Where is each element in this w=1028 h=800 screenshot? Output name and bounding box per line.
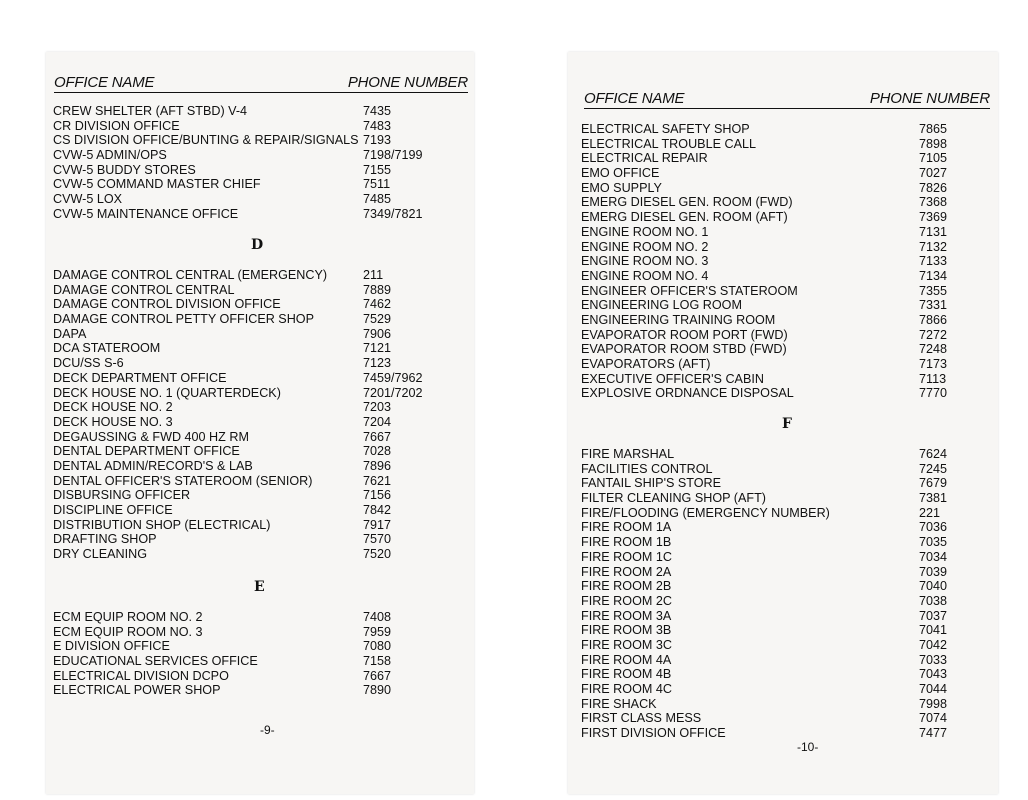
phone-number: 7113 bbox=[919, 371, 947, 386]
office-name: FILTER CLEANING SHOP (AFT) bbox=[581, 491, 766, 506]
section-letter-d: D bbox=[251, 237, 264, 253]
office-name: EVAPORATOR ROOM PORT (FWD) bbox=[581, 327, 788, 342]
office-name: DECK HOUSE NO. 3 bbox=[53, 414, 173, 429]
office-name: DECK HOUSE NO. 2 bbox=[53, 400, 173, 415]
directory-row bbox=[53, 297, 433, 312]
office-name: ENGINEERING LOG ROOM bbox=[581, 298, 742, 313]
office-name: DECK HOUSE NO. 1 (QUARTERDECK) bbox=[53, 385, 281, 400]
office-name: ENGINEER OFFICER'S STATEROOM bbox=[581, 283, 798, 298]
phone-number: 7040 bbox=[919, 579, 948, 594]
phone-number: 7123 bbox=[363, 356, 392, 371]
phone-number: 7272 bbox=[919, 327, 948, 342]
directory-row bbox=[53, 327, 433, 342]
phone-number: 7121 bbox=[363, 341, 392, 356]
phone-number: 7042 bbox=[919, 637, 948, 652]
office-name: ELECTRICAL REPAIR bbox=[581, 151, 708, 166]
phone-number: 7039 bbox=[919, 564, 948, 579]
phone-number: 7034 bbox=[919, 549, 948, 564]
office-name: EMERG DIESEL GEN. ROOM (FWD) bbox=[581, 195, 793, 210]
office-name: FACILITIES CONTROL bbox=[581, 461, 713, 476]
directory-list-e bbox=[53, 610, 433, 698]
phone-number: 7173 bbox=[919, 357, 948, 371]
office-name: ECM EQUIP ROOM NO. 3 bbox=[53, 624, 203, 639]
office-name: DENTAL DEPARTMENT OFFICE bbox=[53, 444, 240, 459]
directory-row bbox=[581, 594, 955, 609]
directory-row bbox=[53, 610, 433, 625]
phone-number: 7368 bbox=[919, 195, 948, 210]
office-name: ENGINE ROOM NO. 3 bbox=[581, 254, 709, 269]
phone-number: 7248 bbox=[919, 342, 948, 357]
directory-row bbox=[581, 386, 955, 401]
directory-row bbox=[581, 579, 955, 594]
phone-number: 7203 bbox=[363, 400, 392, 415]
phone-number: 7459/7962 bbox=[363, 370, 423, 385]
directory-row bbox=[53, 503, 433, 518]
phone-number: 7156 bbox=[363, 488, 392, 503]
office-name: EMERG DIESEL GEN. ROOM (AFT) bbox=[581, 210, 788, 225]
phone-number: 7038 bbox=[919, 593, 948, 608]
office-name: DISBURSING OFFICER bbox=[53, 488, 191, 503]
office-name: EVAPORATORS (AFT) bbox=[581, 357, 711, 371]
phone-number: 7028 bbox=[363, 444, 392, 459]
directory-row bbox=[581, 166, 955, 181]
directory-row bbox=[53, 312, 433, 327]
phone-number: 7035 bbox=[919, 535, 948, 550]
office-name: DEGAUSSING & FWD 400 HZ RM bbox=[53, 429, 249, 444]
office-name: ELECTRICAL POWER SHOP bbox=[53, 683, 221, 698]
office-name: FIRE MARSHAL bbox=[581, 447, 675, 461]
directory-row bbox=[53, 430, 433, 445]
directory-row bbox=[581, 491, 955, 506]
phone-number: 7529 bbox=[363, 312, 392, 327]
phone-number: 7201/7202 bbox=[363, 385, 423, 400]
phone-number: 7896 bbox=[363, 458, 392, 473]
directory-row bbox=[581, 284, 955, 299]
office-name: DISCIPLINE OFFICE bbox=[53, 503, 173, 517]
phone-number: 7917 bbox=[363, 517, 392, 532]
directory-row bbox=[53, 669, 433, 684]
office-name: CR DIVISION OFFICE bbox=[53, 118, 180, 133]
directory-row bbox=[581, 476, 955, 491]
phone-number: 7485 bbox=[363, 192, 392, 207]
phone-number: 7131 bbox=[919, 224, 948, 239]
office-name: FIRE/FLOODING (EMERGENCY NUMBER) bbox=[581, 505, 830, 520]
phone-number: 221 bbox=[919, 505, 941, 520]
directory-row bbox=[53, 283, 433, 298]
directory-row bbox=[53, 192, 433, 207]
office-name: EDUCATIONAL SERVICES OFFICE bbox=[53, 654, 258, 669]
directory-row bbox=[581, 535, 955, 550]
office-name: DCA STATEROOM bbox=[53, 341, 161, 356]
directory-row bbox=[581, 565, 955, 580]
section-letter-e: E bbox=[254, 579, 265, 595]
phone-number: 7998 bbox=[919, 696, 948, 711]
directory-row bbox=[581, 550, 955, 565]
phone-number: 7667 bbox=[363, 429, 392, 444]
phone-number: 7866 bbox=[919, 312, 948, 327]
directory-row bbox=[53, 459, 433, 474]
directory-row bbox=[581, 328, 955, 343]
office-name: FIRE ROOM 1A bbox=[581, 520, 672, 535]
directory-row bbox=[581, 195, 955, 210]
directory-row bbox=[581, 623, 955, 638]
phone-number: 7355 bbox=[919, 283, 948, 298]
office-name: E DIVISION OFFICE bbox=[53, 639, 170, 654]
office-name: DAMAGE CONTROL CENTRAL bbox=[53, 282, 235, 297]
office-name: CVW-5 MAINTENANCE OFFICE bbox=[53, 206, 239, 221]
directory-row bbox=[53, 133, 433, 148]
phone-number: 7381 bbox=[919, 491, 948, 506]
phone-number: 7826 bbox=[919, 180, 948, 195]
phone-number: 7889 bbox=[363, 282, 392, 297]
office-name: FANTAIL SHIP'S STORE bbox=[581, 476, 722, 491]
directory-row bbox=[581, 342, 955, 357]
phone-number: 7959 bbox=[363, 624, 392, 639]
office-name: DRAFTING SHOP bbox=[53, 532, 157, 547]
phone-number: 7074 bbox=[919, 711, 948, 726]
phone-number: 7080 bbox=[363, 639, 392, 654]
directory-row bbox=[53, 371, 433, 386]
directory-row bbox=[581, 269, 955, 284]
directory-row bbox=[53, 654, 433, 669]
phone-number: 7043 bbox=[919, 667, 948, 682]
left-page bbox=[46, 52, 474, 794]
office-name: DCU/SS S-6 bbox=[53, 356, 124, 371]
phone-number: 7132 bbox=[919, 239, 948, 254]
directory-row bbox=[53, 119, 433, 134]
phone-number: 7331 bbox=[919, 298, 948, 313]
office-name: ELECTRICAL SAFETY SHOP bbox=[581, 122, 750, 136]
directory-row bbox=[53, 683, 433, 698]
office-name: CVW-5 BUDDY STORES bbox=[53, 162, 196, 177]
phone-number: 7037 bbox=[919, 608, 948, 623]
office-name: EXECUTIVE OFFICER'S CABIN bbox=[581, 371, 764, 386]
directory-row bbox=[581, 181, 955, 196]
office-name: EVAPORATOR ROOM STBD (FWD) bbox=[581, 342, 787, 357]
right-page bbox=[568, 52, 998, 794]
directory-row bbox=[581, 462, 955, 477]
phone-number: 7435 bbox=[363, 104, 392, 118]
phone-number: 7134 bbox=[919, 268, 948, 283]
directory-row bbox=[53, 444, 433, 459]
office-name: FIRE ROOM 4C bbox=[581, 682, 672, 696]
phone-number: 211 bbox=[363, 268, 384, 282]
phone-number: 7624 bbox=[919, 447, 948, 461]
office-name: DRY CLEANING bbox=[53, 547, 148, 562]
directory-row bbox=[581, 726, 955, 741]
office-name-header: OFFICE NAME bbox=[54, 74, 155, 91]
office-name: CVW-5 ADMIN/OPS bbox=[53, 148, 167, 163]
directory-row bbox=[581, 137, 955, 152]
directory-row bbox=[581, 240, 955, 255]
phone-number: 7511 bbox=[363, 177, 391, 192]
office-name: EMO SUPPLY bbox=[581, 180, 662, 195]
office-name: EMO OFFICE bbox=[581, 166, 660, 181]
office-name: ELECTRICAL DIVISION DCPO bbox=[53, 668, 229, 683]
directory-row bbox=[581, 506, 955, 521]
directory-row bbox=[581, 122, 955, 137]
page-number: -10- bbox=[797, 740, 819, 754]
directory-row bbox=[53, 341, 433, 356]
phone-number: 7105 bbox=[919, 151, 948, 166]
directory-list-f bbox=[581, 447, 955, 741]
phone-number: 7462 bbox=[363, 297, 392, 312]
directory-row bbox=[53, 104, 433, 119]
directory-row bbox=[53, 356, 433, 371]
directory-row bbox=[53, 415, 433, 430]
directory-row bbox=[581, 151, 955, 166]
directory-row bbox=[53, 547, 433, 562]
directory-row bbox=[581, 372, 955, 387]
phone-number: 7667 bbox=[363, 668, 392, 683]
phone-number: 7477 bbox=[919, 726, 948, 741]
directory-row bbox=[581, 682, 955, 697]
phone-number: 7204 bbox=[363, 414, 392, 429]
directory-row bbox=[581, 697, 955, 712]
office-name: FIRE ROOM 1B bbox=[581, 535, 672, 550]
phone-number: 7483 bbox=[363, 118, 392, 133]
phone-number: 7865 bbox=[919, 122, 948, 136]
directory-list-c bbox=[53, 104, 433, 222]
directory-row bbox=[53, 177, 433, 192]
column-header bbox=[54, 74, 468, 93]
phone-number: 7349/7821 bbox=[363, 206, 423, 221]
office-name: DECK DEPARTMENT OFFICE bbox=[53, 370, 227, 385]
phone-number: 7198/7199 bbox=[363, 148, 423, 163]
phone-number: 7158 bbox=[363, 654, 392, 669]
office-name: ENGINE ROOM NO. 4 bbox=[581, 268, 709, 283]
phone-number: 7041 bbox=[919, 623, 948, 638]
office-name: FIRE ROOM 3C bbox=[581, 637, 672, 652]
phone-number: 7890 bbox=[363, 683, 392, 698]
directory-row bbox=[581, 254, 955, 269]
office-name: FIRE ROOM 2A bbox=[581, 564, 672, 579]
office-name: ELECTRICAL TROUBLE CALL bbox=[581, 136, 756, 151]
directory-row bbox=[53, 625, 433, 640]
office-name: CS DIVISION OFFICE/BUNTING & REPAIR/SIGNALS bbox=[53, 133, 359, 148]
office-name: FIRE ROOM 4B bbox=[581, 667, 672, 682]
office-name: DAMAGE CONTROL PETTY OFFICER SHOP bbox=[53, 312, 315, 327]
directory-row bbox=[581, 653, 955, 668]
phone-number: 7155 bbox=[363, 162, 392, 177]
phone-number: 7033 bbox=[919, 652, 948, 667]
office-name: ENGINE ROOM NO. 2 bbox=[581, 239, 709, 254]
directory-row bbox=[581, 447, 955, 462]
office-name: CVW-5 COMMAND MASTER CHIEF bbox=[53, 177, 261, 192]
phone-number: 7245 bbox=[919, 461, 948, 476]
office-name: FIRE ROOM 3B bbox=[581, 623, 672, 638]
office-name: FIRE ROOM 4A bbox=[581, 652, 672, 667]
directory-row bbox=[581, 313, 955, 328]
office-name: FIRE ROOM 2C bbox=[581, 593, 672, 608]
office-name-header: OFFICE NAME bbox=[584, 90, 685, 107]
page-number: -9- bbox=[260, 723, 275, 737]
directory-row bbox=[53, 474, 433, 489]
directory-row bbox=[581, 667, 955, 682]
office-name: FIRE ROOM 1C bbox=[581, 549, 672, 564]
column-header bbox=[584, 90, 990, 109]
office-name: DAMAGE CONTROL CENTRAL (EMERGENCY) bbox=[53, 268, 328, 282]
office-name: CVW-5 LOX bbox=[53, 192, 123, 207]
phone-number: 7036 bbox=[919, 520, 948, 535]
office-name: FIRST CLASS MESS bbox=[581, 711, 702, 726]
office-name: ENGINEERING TRAINING ROOM bbox=[581, 312, 776, 327]
office-name: DENTAL OFFICER'S STATEROOM (SENIOR) bbox=[53, 473, 313, 488]
directory-row bbox=[581, 357, 955, 372]
directory-row bbox=[53, 518, 433, 533]
directory-row bbox=[581, 609, 955, 624]
office-name: FIRST DIVISION OFFICE bbox=[581, 726, 726, 741]
directory-row bbox=[53, 488, 433, 503]
directory-row bbox=[53, 400, 433, 415]
directory-row bbox=[53, 639, 433, 654]
phone-number-header: PHONE NUMBER bbox=[869, 90, 990, 107]
directory-list-d bbox=[53, 268, 433, 562]
phone-number: 7408 bbox=[363, 610, 392, 624]
phone-number: 7906 bbox=[363, 326, 392, 341]
office-name: FIRE ROOM 2B bbox=[581, 579, 672, 594]
directory-row bbox=[53, 532, 433, 547]
office-name: DAMAGE CONTROL DIVISION OFFICE bbox=[53, 297, 281, 312]
directory-row bbox=[53, 148, 433, 163]
phone-number: 7027 bbox=[919, 166, 948, 181]
directory-row bbox=[581, 711, 955, 726]
directory-row bbox=[53, 163, 433, 178]
office-name: ECM EQUIP ROOM NO. 2 bbox=[53, 610, 203, 624]
directory-row bbox=[53, 268, 433, 283]
phone-number: 7369 bbox=[919, 210, 948, 225]
office-name: DISTRIBUTION SHOP (ELECTRICAL) bbox=[53, 517, 271, 532]
office-name: FIRE ROOM 3A bbox=[581, 608, 672, 623]
directory-row bbox=[581, 210, 955, 225]
phone-number: 7133 bbox=[919, 254, 948, 269]
phone-number: 7621 bbox=[363, 473, 392, 488]
phone-number-header: PHONE NUMBER bbox=[347, 74, 468, 91]
office-name: CREW SHELTER (AFT STBD) V-4 bbox=[53, 104, 248, 118]
section-letter-f: F bbox=[782, 416, 792, 432]
phone-number: 7898 bbox=[919, 136, 948, 151]
phone-number: 7520 bbox=[363, 547, 392, 562]
office-name: DENTAL ADMIN/RECORD'S & LAB bbox=[53, 458, 253, 473]
office-name: DAPA bbox=[53, 326, 87, 341]
directory-list-e bbox=[581, 122, 955, 401]
directory-row bbox=[53, 207, 433, 222]
directory-row bbox=[581, 520, 955, 535]
office-name: EXPLOSIVE ORDNANCE DISPOSAL bbox=[581, 386, 794, 401]
phone-number: 7770 bbox=[919, 386, 948, 401]
phone-number: 7842 bbox=[363, 503, 392, 517]
phone-number: 7193 bbox=[363, 133, 392, 148]
phone-number: 7044 bbox=[919, 682, 948, 696]
directory-row bbox=[53, 386, 433, 401]
directory-row bbox=[581, 225, 955, 240]
office-name: FIRE SHACK bbox=[581, 696, 657, 711]
directory-row bbox=[581, 638, 955, 653]
office-name: ENGINE ROOM NO. 1 bbox=[581, 224, 709, 239]
directory-row bbox=[581, 298, 955, 313]
phone-number: 7679 bbox=[919, 476, 948, 491]
phone-number: 7570 bbox=[363, 532, 392, 547]
